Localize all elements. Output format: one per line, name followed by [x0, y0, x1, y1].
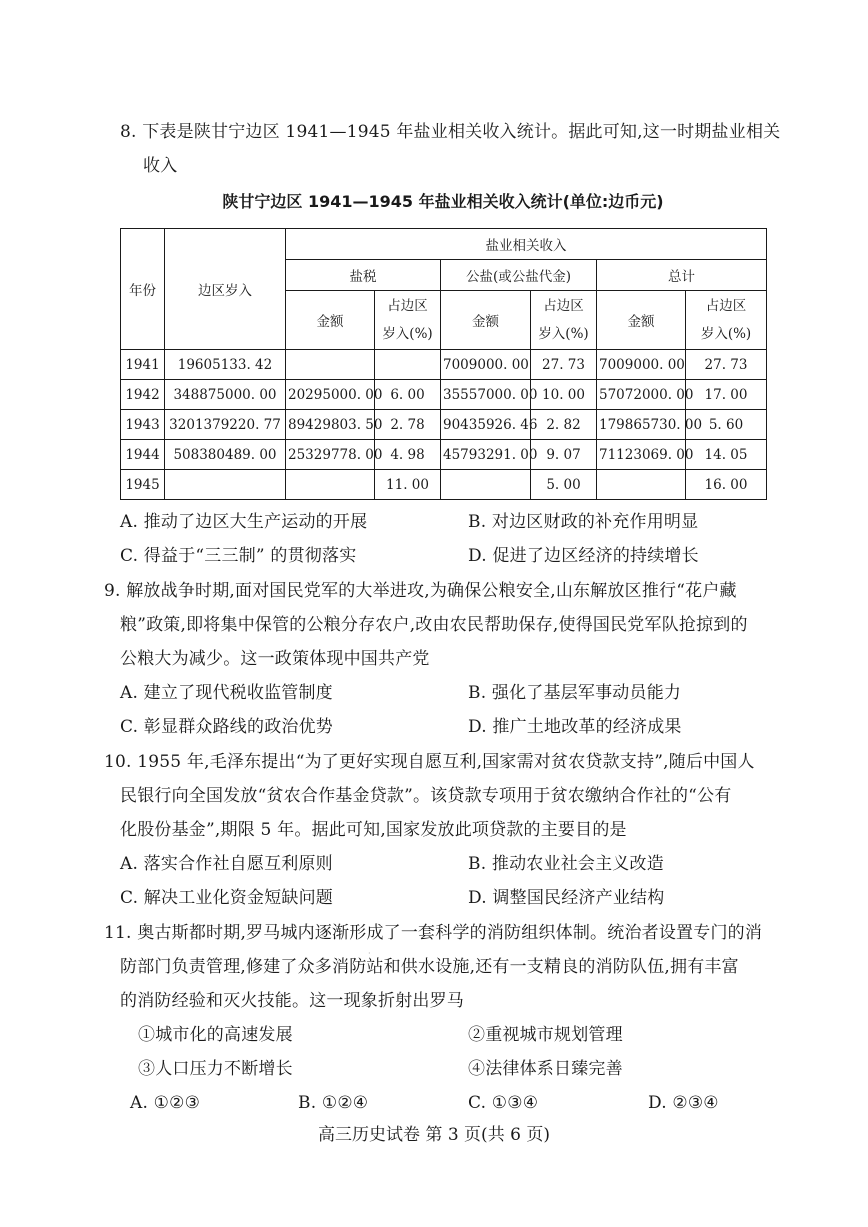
- q11-option-b: B. ①②④: [298, 1093, 369, 1113]
- table-title: 陕甘宁边区 1941—1945 年盐业相关收入统计(单位:边币元): [222, 192, 664, 211]
- q11-item-2: ②重视城市规划管理: [468, 1025, 623, 1045]
- q11-option-c: C. ①③④: [468, 1093, 539, 1113]
- table-cell: 10. 00: [531, 380, 597, 410]
- table-row: [121, 380, 767, 410]
- q10-option-d: D. 调整国民经济产业结构: [468, 888, 665, 908]
- header-total: 总计: [597, 260, 767, 291]
- header-amount: 金额: [441, 291, 531, 350]
- header-year: 年份: [121, 229, 165, 350]
- header-amount: 金额: [597, 291, 686, 350]
- table-cell: 2. 82: [531, 410, 597, 440]
- q9-option-a: A. 建立了现代税收监管制度: [120, 683, 333, 703]
- table-cell: 1942: [121, 380, 165, 410]
- table-cell: 17. 00: [686, 380, 767, 410]
- table-cell: 7009000. 00: [441, 350, 531, 380]
- table-cell: 27. 73: [686, 350, 767, 380]
- table-cell: 7009000. 00: [597, 350, 686, 380]
- table-cell: 57072000. 00: [597, 380, 686, 410]
- table-cell: 20295000. 00: [286, 380, 375, 410]
- table-cell: 5. 60: [686, 410, 767, 440]
- table-row: [121, 470, 767, 500]
- table-cell: 16. 00: [686, 470, 767, 500]
- q11-item-4: ④法律体系日臻完善: [468, 1059, 623, 1079]
- q9-stem-line-2: 粮”政策,即将集中保管的公粮分存农户,改由农民帮助保存,使得国民党军队抢掠到的: [120, 615, 748, 635]
- header-public-salt: 公盐(或公盐代金): [441, 260, 597, 291]
- q10-option-b: B. 推动农业社会主义改造: [468, 854, 664, 874]
- table-cell: 35557000. 00: [441, 380, 531, 410]
- q8-option-b: B. 对边区财政的补充作用明显: [468, 512, 699, 532]
- header-amount: 金额: [286, 291, 375, 350]
- table-cell: [165, 470, 286, 500]
- header-percent: 占边区 岁入(%): [375, 291, 441, 350]
- table-cell: 6. 00: [375, 380, 441, 410]
- header-region-income: 边区岁入: [165, 229, 286, 350]
- table-cell: 9. 07: [531, 440, 597, 470]
- header-salt-income: 盐业相关收入: [286, 229, 767, 260]
- header-percent: 占边区 岁入(%): [686, 291, 767, 350]
- table-row: [121, 410, 767, 440]
- table-cell: [286, 470, 375, 500]
- watermark: ·: [368, 949, 371, 958]
- table-cell: 11. 00: [375, 470, 441, 500]
- table-cell: 14. 05: [686, 440, 767, 470]
- table-cell: 1944: [121, 440, 165, 470]
- table-cell: 45793291. 00: [441, 440, 531, 470]
- table-cell: 4. 98: [375, 440, 441, 470]
- table-cell: 25329778. 00: [286, 440, 375, 470]
- q9-stem-line-3: 公粮大为减少。这一政策体现中国共产党: [120, 649, 430, 669]
- table-cell: 3201379220. 77: [165, 410, 286, 440]
- q10-stem-line-3: 化股份基金”,期限 5 年。据此可知,国家发放此项贷款的主要目的是: [120, 820, 627, 840]
- q11-stem-line-3: 的消防经验和灭火技能。这一现象折射出罗马: [120, 991, 464, 1011]
- q9-stem-line-1: 9. 解放战争时期,面对国民党军的大举进攻,为确保公粮安全,山东解放区推行“花户藏: [104, 581, 737, 601]
- q8-option-c: C. 得益于“三三制” 的贯彻落实: [120, 546, 357, 566]
- q11-item-3: ③人口压力不断增长: [138, 1059, 293, 1079]
- q9-option-c: C. 彰显群众路线的政治优势: [120, 717, 334, 737]
- page-footer: 高三历史试卷 第 3 页(共 6 页): [318, 1125, 550, 1145]
- table-row: [121, 350, 767, 380]
- header-salt-tax: 盐税: [286, 260, 441, 291]
- q11-option-a: A. ①②③: [130, 1093, 201, 1113]
- table-cell: 89429803. 50: [286, 410, 375, 440]
- table-cell: 179865730. 00: [597, 410, 686, 440]
- q8-stem-line-1: 8. 下表是陕甘宁边区 1941—1945 年盐业相关收入统计。据此可知,这一时期盐业相关: [120, 122, 781, 142]
- table-cell: 1943: [121, 410, 165, 440]
- salt-income-table: [120, 228, 767, 500]
- q10-option-c: C. 解决工业化资金短缺问题: [120, 888, 334, 908]
- table-cell: 19605133. 42: [165, 350, 286, 380]
- table-cell: 2. 78: [375, 410, 441, 440]
- q10-stem-line-2: 民银行向全国发放“贫农合作基金贷款”。该贷款专项用于贫农缴纳合作社的“公有: [120, 786, 732, 806]
- table-cell: 27. 73: [531, 350, 597, 380]
- q11-item-1: ①城市化的高速发展: [138, 1025, 293, 1045]
- table-cell: [286, 350, 375, 380]
- table-cell: 5. 00: [531, 470, 597, 500]
- q11-stem-line-2: 防部门负责管理,修建了众多消防站和供水设施,还有一支精良的消防队伍,拥有丰富: [120, 957, 739, 977]
- table-cell: 71123069. 00: [597, 440, 686, 470]
- table-row: [121, 440, 767, 470]
- q8-stem-line-2: 收入: [143, 156, 178, 176]
- q10-stem-line-1: 10. 1955 年,毛泽东提出“为了更好实现自愿互利,国家需对贫农贷款支持”,随后中国人: [104, 752, 755, 772]
- q8-option-a: A. 推动了边区大生产运动的开展: [120, 512, 368, 532]
- q11-stem-line-1: 11. 奥古斯都时期,罗马城内逐渐形成了一套科学的消防组织体制。统治者设置专门的消: [104, 923, 763, 943]
- table-cell: [375, 350, 441, 380]
- table-cell: 90435926. 46: [441, 410, 531, 440]
- q8-option-d: D. 促进了边区经济的持续增长: [468, 546, 699, 566]
- table-cell: 508380489. 00: [165, 440, 286, 470]
- table-cell: 348875000. 00: [165, 380, 286, 410]
- table-cell: 1941: [121, 350, 165, 380]
- q9-option-d: D. 推广土地改革的经济成果: [468, 717, 682, 737]
- q10-option-a: A. 落实合作社自愿互利原则: [120, 854, 333, 874]
- table-cell: [441, 470, 531, 500]
- table-cell: [597, 470, 686, 500]
- q11-option-d: D. ②③④: [648, 1093, 719, 1113]
- table-cell: 1945: [121, 470, 165, 500]
- q9-option-b: B. 强化了基层军事动员能力: [468, 683, 682, 703]
- header-percent: 占边区 岁入(%): [531, 291, 597, 350]
